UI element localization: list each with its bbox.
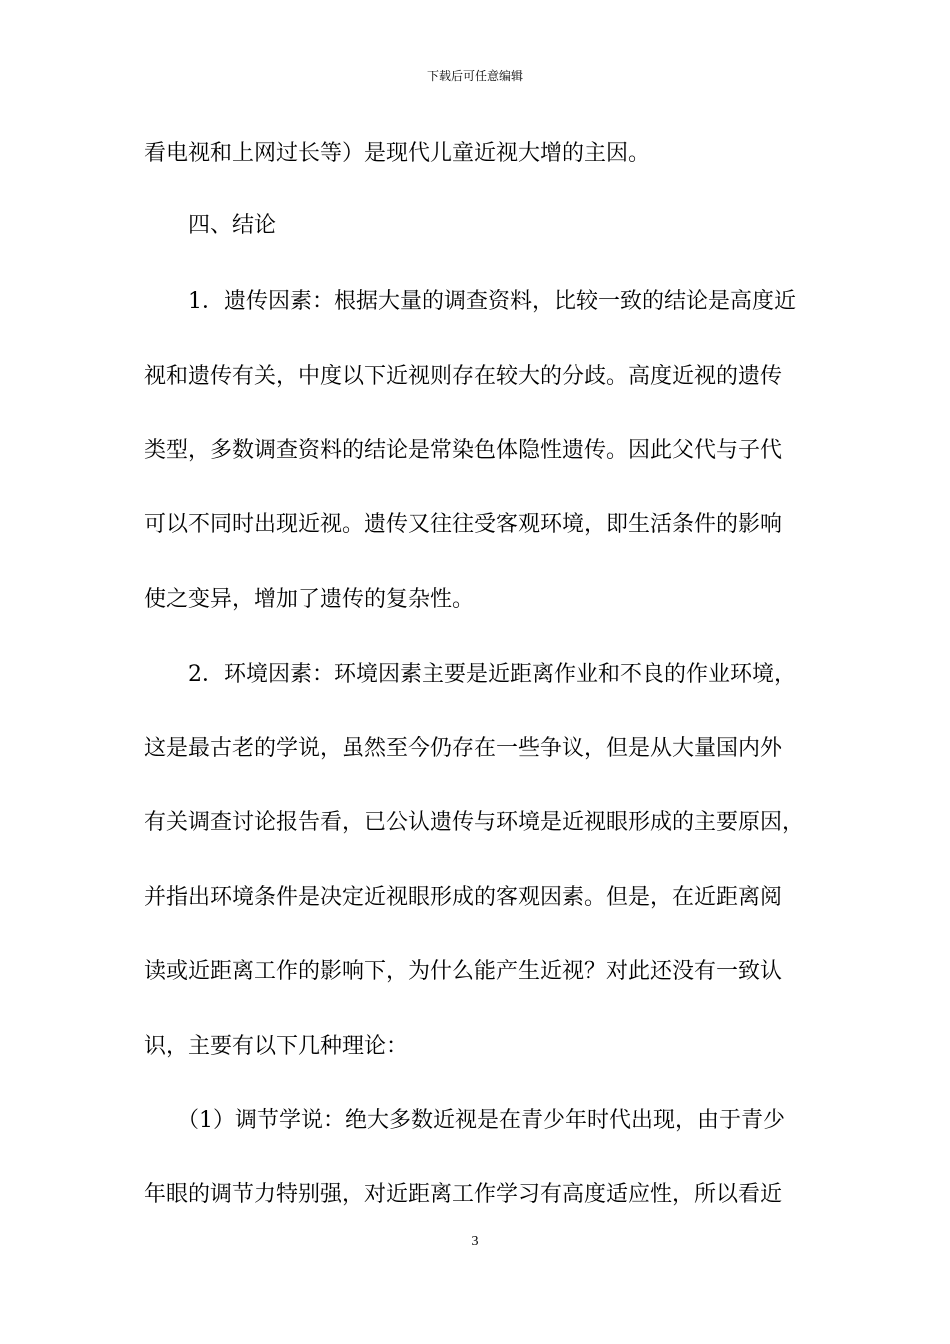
- section-heading: 四、结论: [144, 213, 277, 238]
- body-line: 看电视和上网过长等）是现代儿童近视大增的主因。: [144, 141, 651, 166]
- body-line: 并指出环境条件是决定近视眼形成的客观因素。但是，在近距离阅: [144, 885, 783, 910]
- body-line: 这是最古老的学说，虽然至今仍存在一些争议，但是从大量国内外: [144, 736, 783, 761]
- body-line: 类型，多数调查资料的结论是常染色体隐性遗传。因此父代与子代: [144, 438, 783, 463]
- body-line: 可以不同时出现近视。遗传又往往受客观环境，即生活条件的影响: [144, 512, 783, 537]
- body-line: 视和遗传有关，中度以下近视则存在较大的分歧。高度近视的遗传: [144, 364, 783, 389]
- body-line: 识，主要有以下几种理论：: [144, 1034, 409, 1059]
- body-line: 有关调查讨论报告看，已公认遗传与环境是近视眼形成的主要原因，: [144, 810, 805, 835]
- body-line: 读或近距离工作的影响下，为什么能产生近视？对此还没有一致认: [144, 959, 783, 984]
- page-number: 3: [471, 1234, 479, 1249]
- body-line: 年眼的调节力特别强，对近距离工作学习有高度适应性，所以看近: [144, 1182, 783, 1207]
- body-line: （1）调节学说：绝大多数近视是在青少年时代出现，由于青少: [144, 1108, 785, 1133]
- body-line: 1．遗传因素：根据大量的调查资料，比较一致的结论是高度近: [144, 289, 796, 314]
- body-line: 2．环境因素：环境因素主要是近距离作业和不良的作业环境，: [144, 662, 796, 687]
- page-header: 下载后可任意编辑: [426, 69, 523, 83]
- body-line: 使之变异，增加了遗传的复杂性。: [144, 587, 475, 612]
